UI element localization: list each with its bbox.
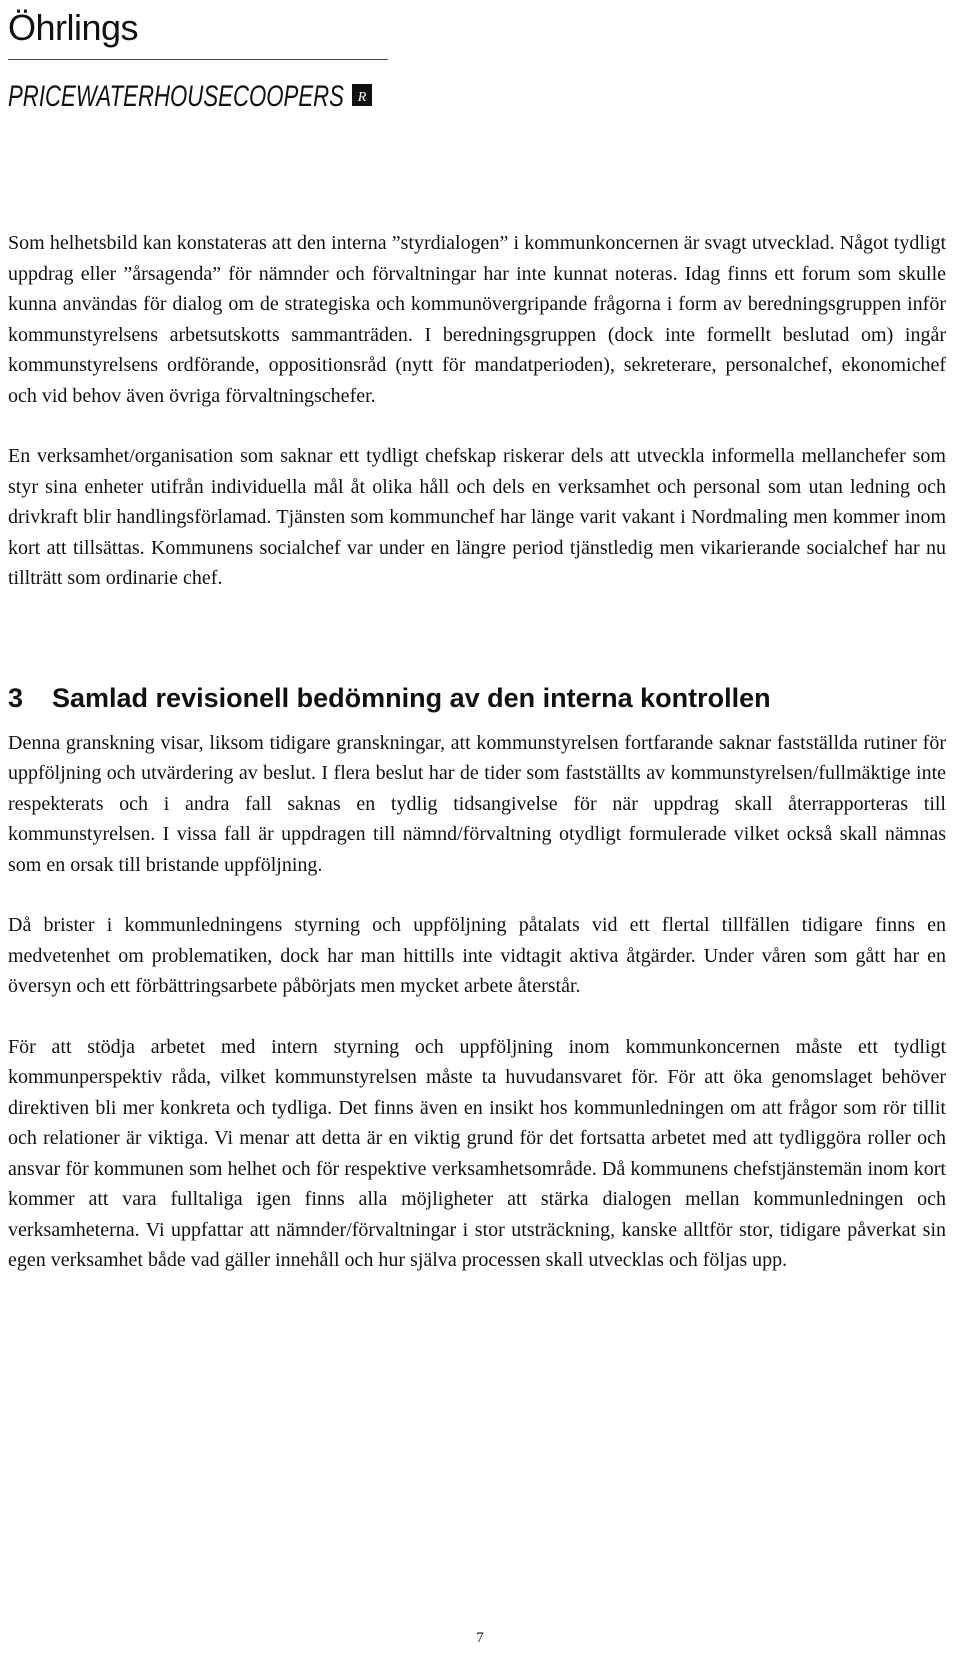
document-header [8,6,388,116]
paragraph-chefskap: En verksamhet/organisation som saknar ett tydligt chefskap riskerar dels att utveckla informella mellanchefer som styr sina enheter utifrån individuella mål åt olika håll och dels en verksamhet och personal som utan ledning och drivkraft blir handlingsförlamad. Tjänsten som kommunchef har länge varit vakant i Nordmaling men kommer inom kort att tillsättas. Kommunens socialchef var under en längre period tjänstledig men vikarierande socialchef har nu tillträtt som ordinarie chef. [8,445,946,589]
section-spacer [8,594,946,638]
paragraph-spacer [8,1002,946,1032]
section-number: 3 [8,682,24,713]
paragraph-intern-styrning: För att stödja arbetet med intern styrning och uppföljning inom kommunkoncernen måste ett tydligt kommunperspektiv råda, vilket kommunstyrelsen måste ta huvudansvaret för. För att öka genomslaget behöver direktiven bli mer konkreta och tydliga. Det finns även en insikt hos kommunledningen om att frågor som rör tillit och relationer är viktiga. Vi menar att detta är en viktig grund för det fortsatta arbetet med att tydliggöra roller och ansvar för kommunen som helhet och för respektive verksamhetsområde. Då kommunens chefstjänstemän inom kort kommer att vara fulltaliga igen finns alla möjligheter att stärka dialogen mellan kommunledningen och verksamheterna. Vi uppfattar att nämnder/förvaltningar i stor utsträckning, kanske alltför stor, tidigare påverkat sin egen verksamhet både vad gäller innehåll och hur själva processen skall utvecklas och följas upp. [8,1035,946,1271]
paragraph-granskning: Denna granskning visar, liksom tidigare granskningar, att kommunstyrelsen fortfarande saknar fastställda rutiner för uppföljning och utvärdering av beslut. I flera beslut har de tider som fastställts av kommunstyrelsen/fullmäktige inte respekterats och i andra fall saknas en tydlig tidsangivelse för när uppdrag skall återrapporteras till kommunstyrelsen. I vissa fall är uppdragen till nämnd/förvaltning otydligt formulerade vilket också skall nämnas som en orsak till bristande uppföljning. [8,731,946,876]
section-title: Samlad revisionell bedömning av den interna kontrollen [52,682,771,713]
paragraph-brister: Då brister i kommunledningens styrning och uppföljning påtalats vid ett flertal tillfällen tidigare finns en medvetenhet om problematiken, dock har man hittills inte vidtagit aktiva åtgärder. Under våren som gått har en översyn och ett förbättringsarbete påbörjats men mycket arbete återstår. [8,914,946,997]
document-body [8,228,946,1276]
firm-logo-text: PRICEWATERHOUSECOOPERS [8,80,344,113]
pricewaterhousecoopers-logo [8,68,388,122]
paragraph-styrdialog: Som helhetsbild kan konstateras att den interna ”styrdialogen” i kommunkoncernen är svagt utvecklad. Något tydligt uppdrag eller ”årsagenda” för nämnder och förvaltningar har inte kunnat noteras. Idag finns ett forum som skulle kunna användas för dialog om de strategiska och kommunövergripande frågorna i form av beredningsgruppen inför kommunstyrelsens arbetsutskotts sammanträden. I beredningsgruppen (dock inte formellt beslutad om) ingår kommunstyrelsens ordförande, oppositionsråd (nytt för mandatperioden), sekreterare, personalchef, ekonomichef och vid behov även övriga förvaltningschefer. [8,232,946,407]
paragraph-spacer [8,411,946,441]
section-heading [8,678,946,718]
page-number: 7 [476,1630,484,1646]
registered-mark: R [357,90,367,105]
header-divider [8,59,388,60]
paragraph-spacer [8,880,946,910]
brand-name: Öhrlings [8,7,139,48]
